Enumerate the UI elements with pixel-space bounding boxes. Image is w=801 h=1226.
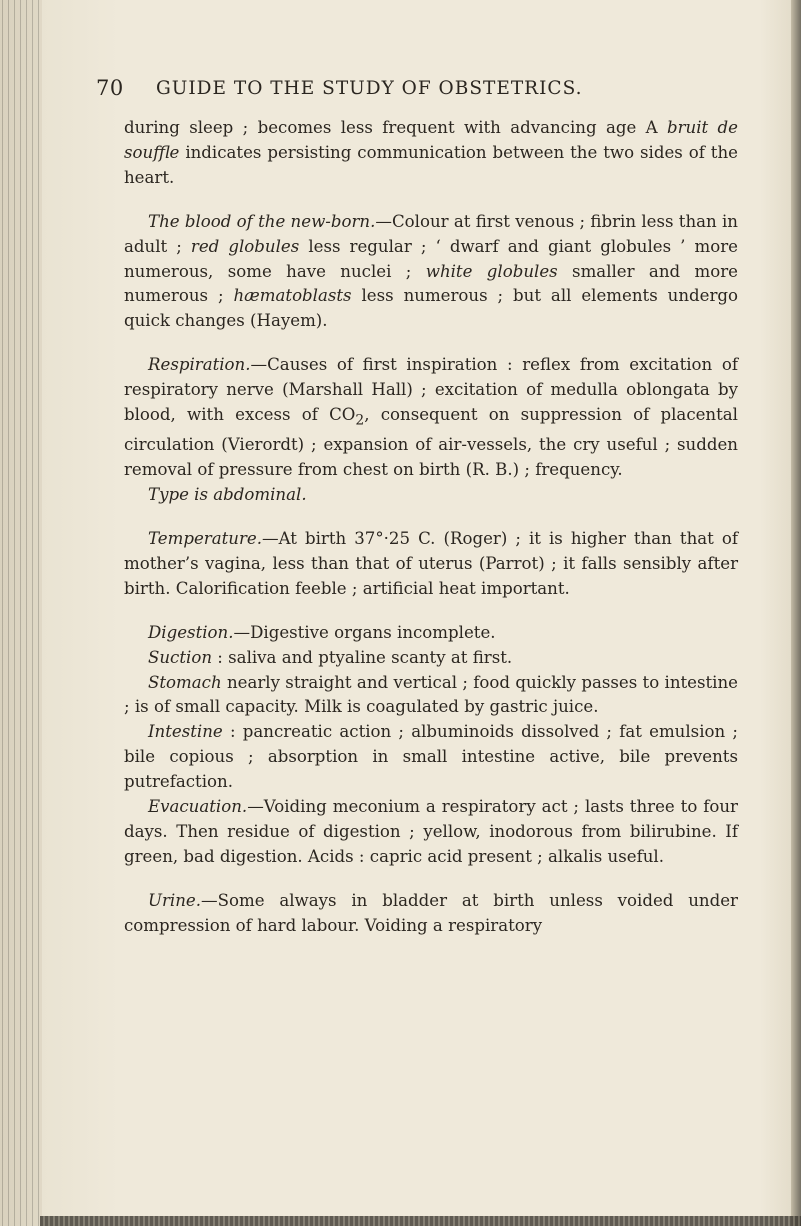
heading-urine: Urine. [148, 890, 202, 910]
paragraph-blood: The blood of the new-born.—Colour at first venous ; fibrin less than in adult ; red globules less regular ; ‘ dwarf and giant globules ’ more numerous, some have nuclei ; white globules smaller and more numerous ; hæmatoblasts less numerous ; but all elements undergo quick changes (Hayem). [124, 211, 738, 331]
digestion-item-intestine: Intestine : pancreatic action ; albuminoids dissolved ; fat emulsion ; bile copious ; absorption in small intestine active, bile prevents putrefaction. [124, 722, 738, 792]
heading-digestion: Digestion. [148, 622, 234, 642]
book-spine-gutter [0, 0, 42, 1226]
paragraph-urine: Urine.—Some always in bladder at birth unless voided under compression of hard labour. Voiding a respiratory [124, 890, 738, 935]
digestion-item-stomach: Stomach nearly straight and vertical ; food quickly passes to intestine ; is of small capacity. Milk is coagulated by gastric juice. [124, 672, 738, 717]
paragraph-respiration: Respiration.—Causes of first inspiration : reflex from excitation of respiratory nerve (Marshall Hall) ; excitation of medulla oblongata by blood, with excess of $CO_2$, consequent on suppression of placental circulation (Vierordt) ; expansion of air-vessels, the cry useful ; sudden removal of pressure from chest on birth (R. B.) ; frequency. [124, 355, 738, 480]
page-number: 70 [96, 76, 124, 100]
heading-blood: The blood of the new-born. [148, 211, 376, 231]
paragraph-temperature: Temperature.—At birth 37°·25 C. (Roger) ; it is higher than that of mother’s vagina, less than that of uterus (Parrot) ; it falls sensibly after birth. Calorification feeble ; artificial heat important. [124, 529, 738, 598]
page-edge-bottom [40, 1216, 801, 1226]
paragraph-heart: during sleep ; becomes less frequent with advancing age A bruit de souffle indicates persisting communication between the two sides of the heart. [124, 118, 738, 187]
heading-respiration: Respiration. [148, 355, 251, 375]
page-body [124, 116, 738, 939]
page-edge-right [791, 0, 801, 1226]
paragraph-respiration-type: Type is abdominal. [148, 485, 307, 505]
page-header [96, 76, 736, 106]
paragraph-digestion: Digestion.—Digestive organs incomplete. [148, 622, 496, 642]
term-bruit: bruit de souffle [124, 118, 738, 162]
digestion-item-evacuation: Evacuation.—Voiding meconium a respiratory act ; lasts three to four days. Then residue of digestion ; yellow, inodorous from bilirubine. If green, bad digestion. Acids : capric acid present ; alkalis useful. [124, 797, 738, 866]
heading-temperature: Temperature. [148, 529, 262, 548]
running-title: GUIDE TO THE STUDY OF OBSTETRICS. [156, 78, 583, 99]
digestion-item-suction: Suction : saliva and ptyaline scanty at first. [148, 647, 513, 667]
